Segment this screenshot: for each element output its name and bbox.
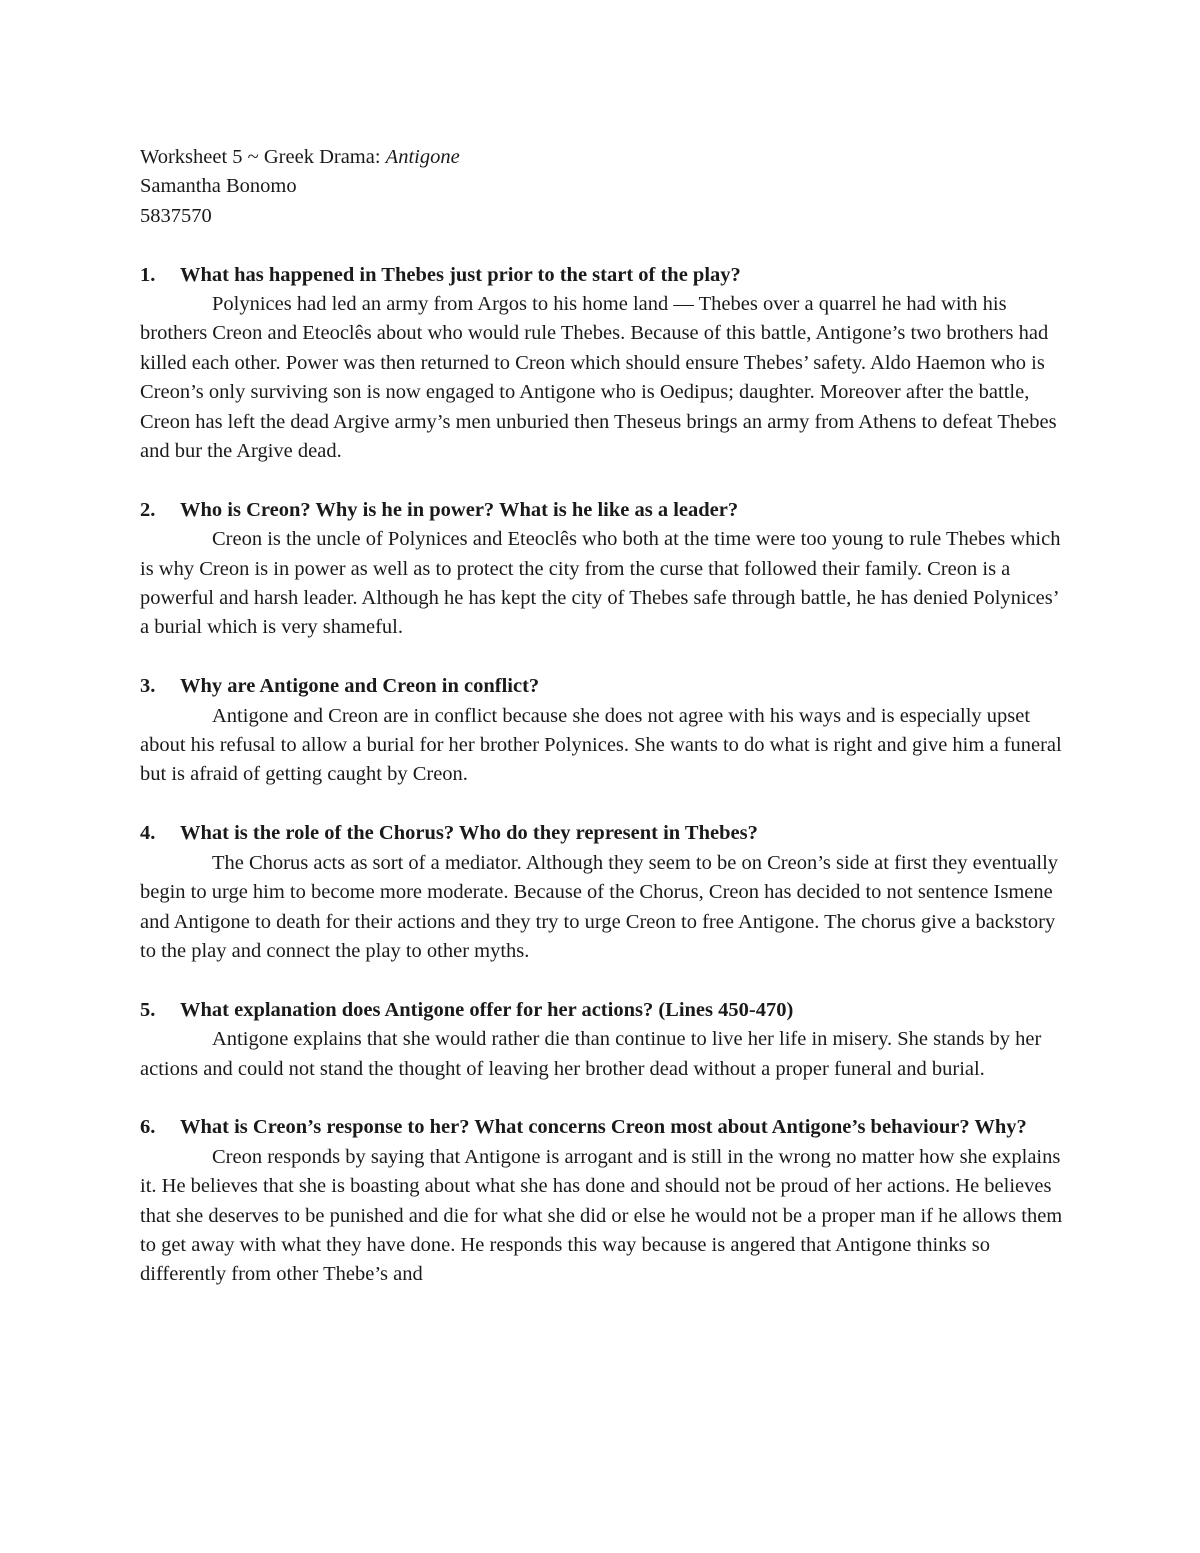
question-block-2 xyxy=(140,496,1065,643)
question-text: Why are Antigone and Creon in conflict? xyxy=(180,675,540,698)
document-page xyxy=(140,143,1065,1290)
question-block-5 xyxy=(140,996,1065,1084)
question-number: 3. xyxy=(140,675,156,698)
question-heading xyxy=(140,672,1065,701)
answer-text: Creon responds by saying that Antigone is arrogant and is still in the wrong no matter how she explains it. He believes that she is boasting about what she has done and should not be proud of her actions. He believes that she deserves to be punished and die for what she did or else he would not be a proper man if he allows them to get away with what they have done. He responds this way because is angered that Antigone thinks so differently from other Thebe’s and xyxy=(140,1145,1063,1286)
question-text: What explanation does Antigone offer for her actions? (Lines 450-470) xyxy=(180,998,794,1021)
answer-text: Polynices had led an army from Argos to his home land — Thebes over a quarrel he had with his brothers Creon and Eteoclês about who would rule Thebes. Because of this battle, Antigone’s two brothers had killed each other. Power was then returned to Creon which should ensure Thebes’ safety. Aldo Haemon who is Creon’s only surviving son is now engaged to Antigone who is Oedipus; daughter. Moreover after the battle, Creon has left the dead Argive army’s men unburied then Theseus brings an army from Athens to defeat Thebes and bur the Argive dead. xyxy=(140,293,1057,463)
question-block-6 xyxy=(140,1113,1065,1289)
question-heading xyxy=(140,996,1065,1025)
question-text: What has happened in Thebes just prior to the start of the play? xyxy=(180,263,741,286)
question-number: 2. xyxy=(140,498,156,521)
worksheet-title-italic: Antigone xyxy=(385,146,460,168)
student-id: 5837570 xyxy=(140,204,212,227)
question-heading xyxy=(140,261,1065,290)
question-block-3 xyxy=(140,672,1065,790)
question-block-1 xyxy=(140,261,1065,467)
question-block-4 xyxy=(140,819,1065,966)
question-number: 5. xyxy=(140,998,156,1021)
question-heading xyxy=(140,819,1065,848)
worksheet-title-prefix: Worksheet 5 ~ Greek Drama: xyxy=(140,146,386,168)
question-number: 4. xyxy=(140,822,156,845)
question-text: What is the role of the Chorus? Who do they represent in Thebes? xyxy=(180,822,758,845)
question-text: Who is Creon? Why is he in power? What is he like as a leader? xyxy=(180,498,739,521)
question-text: What is Creon’s response to her? What concerns Creon most about Antigone’s behaviour? Why? xyxy=(180,1116,1027,1139)
answer-text: Antigone explains that she would rather die than continue to live her life in misery. She stands by her actions and could not stand the thought of leaving her brother dead without a proper funeral and burial. xyxy=(140,1028,1042,1080)
author-name: Samantha Bonomo xyxy=(140,175,297,198)
answer-text: The Chorus acts as sort of a mediator. Although they seem to be on Creon’s side at first they eventually begin to urge him to become more moderate. Because of the Chorus, Creon has decided to not sentence Ismene and Antigone to death for their actions and they try to urge Creon to free Antigone. The chorus give a backstory to the play and connect the play to other myths. xyxy=(140,851,1059,962)
worksheet-title xyxy=(140,143,1065,172)
question-heading xyxy=(140,496,1065,525)
answer-text: Antigone and Creon are in conflict because she does not agree with his ways and is especially upset about his refusal to allow a burial for her brother Polynices. She wants to do what is right and give him a funeral but is afraid of getting caught by Creon. xyxy=(140,704,1062,786)
question-heading xyxy=(140,1113,1065,1142)
question-number: 1. xyxy=(140,263,156,286)
answer-text: Creon is the uncle of Polynices and Eteoclês who both at the time were too young to rule Thebes which is why Creon is in power as well as to protect the city from the curse that followed their family. Creon is a powerful and harsh leader. Although he has kept the city of Thebes safe through battle, he has denied Polynices’ a burial which is very shameful. xyxy=(140,528,1061,639)
question-number: 6. xyxy=(140,1116,156,1139)
